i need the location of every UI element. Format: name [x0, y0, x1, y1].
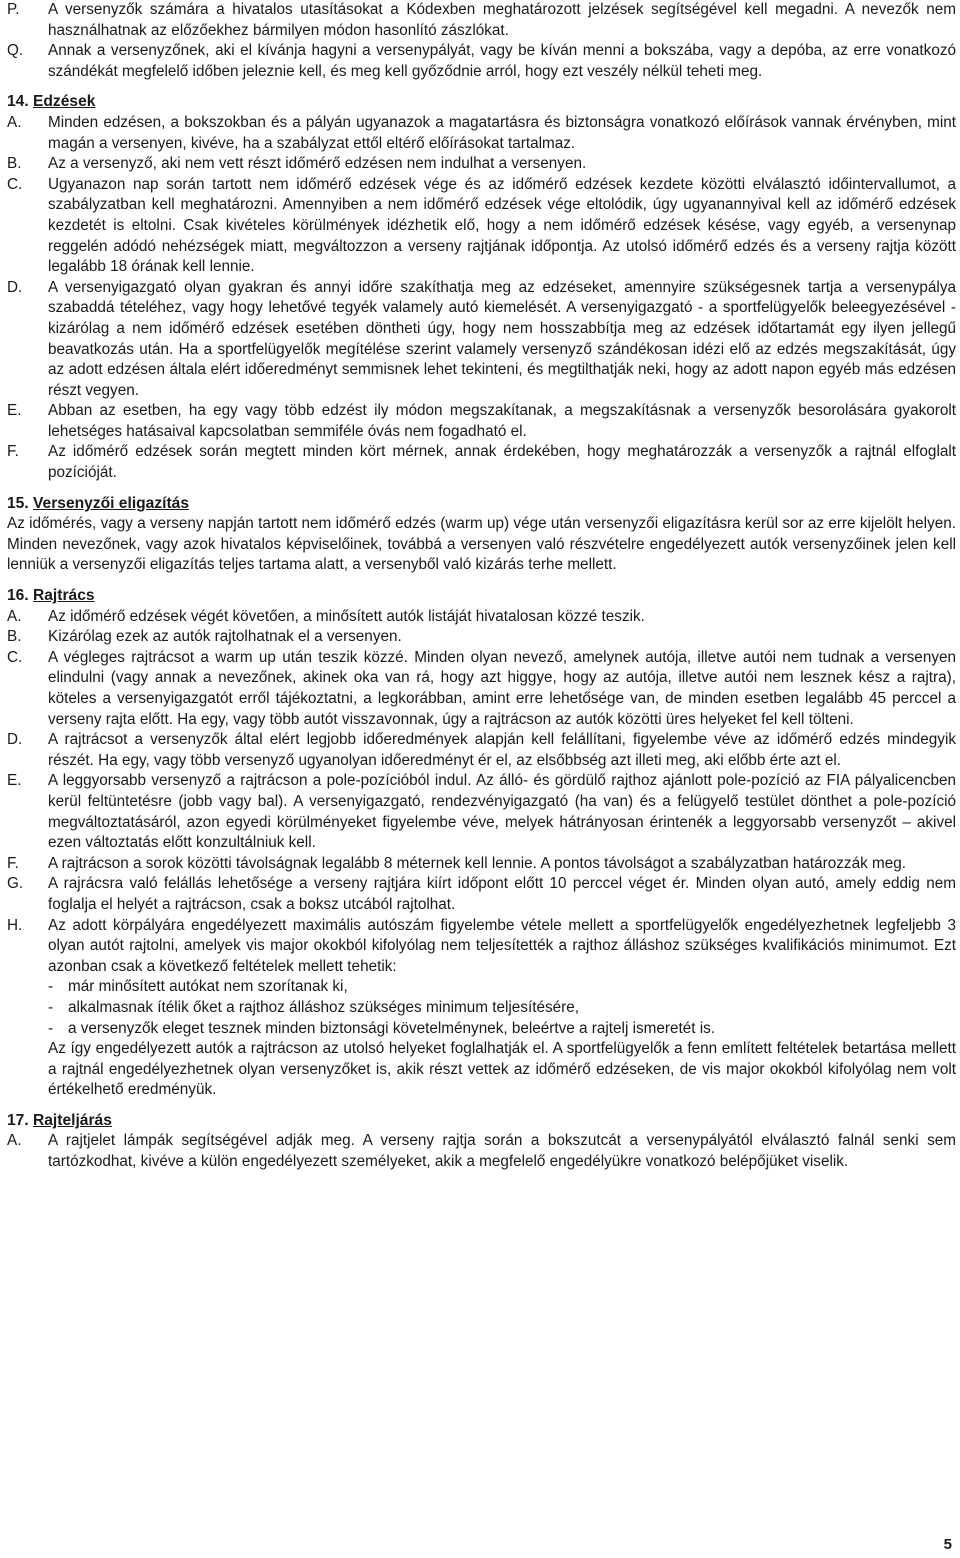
list-item: [7, 401, 956, 442]
item-text: A rajrácsra való felállás lehetősége a verseny rajtjára kiírt időpont előtt 10 perccel véget ér. Minden olyan autó, amely eddig nem foglalja el helyét a rajtrácson, csak a boksz utcából rajtolhat.: [48, 875, 956, 913]
section-title: Rajteljárás: [33, 1111, 112, 1129]
section-title: Rajtrács: [33, 587, 95, 605]
item-letter: F.: [7, 854, 19, 872]
section-title: Edzések: [33, 93, 96, 111]
section-paragraph: Az időmérés, vagy a verseny napján tartott nem időmérő edzés (warm up) vége után versenyzői eligazításra kerül sor az erre kijelölt helyen. Minden nevezőnek, vagy azok hivatalos képviselőinek, továbbá a versenyen való részvételre engedélyezett autók versenyzőinek jelen kell lenniük a versenyzői eligazítás teljes tartama alatt, a versenyből való kizárás terhe mellett.: [7, 515, 956, 574]
item-text: A rajtjelet lámpák segítségével adják meg. A verseny rajtja során a bokszutcát a versenypályától elválasztó falnál senki sem tartózkodhat, kivéve a külön engedélyezett személyeket, akik a megfelelő engedélyükre vonatkozó belépőjüket viselik.: [48, 1132, 956, 1171]
item-text: Kizárólag ezek az autók rajtolhatnak el a versenyen.: [48, 628, 402, 646]
section-number: 16.: [7, 587, 29, 605]
page-number: 5: [943, 1536, 952, 1553]
section-title: Versenyzői eligazítás: [33, 494, 190, 512]
bullet-text: alkalmasnak ítélik őket a rajthoz álláshoz szükséges minimum teljesítésére,: [68, 998, 579, 1016]
section-number: 15.: [7, 494, 29, 512]
bullet-item: [48, 998, 956, 1019]
item-letter: Q.: [7, 42, 24, 60]
item-text: Ugyanazon nap során tartott nem időmérő edzések vége és az időmérő edzések kezdete közötti elválasztó időintervallumot, a szabályzatban kell meghatározni. Amennyiben a nem időmérő edzések vége eltolódik, úgy ugyanannyival kell az időmérő edzések kezdetét is eltolni. Csak kivételes körülmények idézhetik elő, hogy a nem időmérő edzések késése, vagy egyéb, a versenynap reggelén adódó nehézségek miatt, megváltozzon a verseny rajtjának időpontja. Az utolsó időmérő edzés és a verseny rajtja között legalább 18 órának kell lennie.: [48, 175, 956, 276]
list-item: [7, 874, 956, 915]
dash-icon: -: [48, 1019, 54, 1037]
item-letter: E.: [7, 402, 22, 420]
list-item: [7, 916, 956, 1101]
item-text: A rajtrácson a sorok közötti távolságnak legalább 8 méternek kell lennie. A pontos távolságot a szabályzatban határozzák meg.: [48, 854, 906, 872]
list-item: [7, 113, 956, 154]
item-text: Minden edzésen, a bokszokban és a pályán ugyanazok a magatartásra és biztonságra vonatkozó előírások vannak érvényben, mint magán a versenyen, kivéve, ha a szabályzat ettől eltérő előírásokat tartalmaz.: [48, 113, 956, 152]
item-text: Annak a versenyzőnek, aki el kívánja hagyni a versenypályát, vagy be kíván menni a bokszába, vagy a depóba, az erre vonatkozó szándékát megfelelő időben jeleznie kell, és meg kell győződnie arról, hogy ezt veszély nélkül teheti meg.: [48, 42, 956, 80]
section-number: 17.: [7, 1111, 29, 1129]
dash-icon: -: [48, 998, 54, 1016]
list-item: [7, 41, 956, 82]
item-text: A versenyigazgató olyan gyakran és annyi időre szakíthatja meg az edzéseket, amennyire szükségesnek tartja a versenypálya szabaddá tételéhez, vagy hogy lehetővé tegyék valamely autó kiemelését. A versenyigazgató - a sportfelügyelők beleegyezésével - kizárólag a nem időmérő edzések esetében döntheti úgy, hogy nem hosszabbítja meg az edzések időtartamát egy ilyen jellegű beavatkozás után. Ha a sportfelügyelők megítélése szerint valamely versenyző szándékosan idézi elő az edzés megszakítását, úgy az adott edzésen általa elért időeredményt semmisnek lehet tekinteni, és megtilthatják neki, hogy az adott napon egyéb más edzésen részt vegyen.: [48, 278, 956, 399]
list-item: [7, 854, 956, 875]
section-heading-15: [7, 494, 956, 515]
list-item: [7, 442, 956, 483]
list-item: [7, 648, 956, 730]
list-item: [7, 730, 956, 771]
item-letter: D.: [7, 278, 23, 296]
item-letter: B.: [7, 628, 22, 646]
item-letter: A.: [7, 1132, 22, 1150]
list-item: [7, 607, 956, 628]
item-text: Az időmérő edzések során megtett minden kört mérnek, annak érdekében, hogy meghatározzák a versenyzők a rajtnál elfoglalt pozícióját.: [48, 443, 956, 482]
item-body: [48, 916, 956, 1101]
list-item: [7, 154, 956, 175]
list-item: [7, 771, 956, 853]
item-letter: D.: [7, 731, 23, 749]
section-heading-16: [7, 586, 956, 607]
item-text: A rajtrácsot a versenyzők által elért legjobb időeredmények alapján kell felállítani, figyelembe véve az időmérő edzés mindegyik részét. Ha egy, vagy több versenyző ugyanolyan időeredményt ér el, az elsőbbség azt illeti meg, aki előbb érte azt el.: [48, 731, 956, 769]
bullet-text: már minősített autókat nem szorítanak ki,: [68, 978, 348, 996]
item-letter: P.: [7, 1, 20, 18]
section-heading-17: [7, 1111, 956, 1132]
list-item: [7, 627, 956, 648]
item-letter: B.: [7, 155, 22, 173]
list-item: [7, 1131, 956, 1172]
item-letter: A.: [7, 607, 22, 625]
section-number: 14.: [7, 93, 29, 111]
list-item: [7, 278, 956, 402]
bullet-text: a versenyzők eleget tesznek minden biztonsági követelménynek, beleértve a rajtelj ismeretét is.: [68, 1019, 716, 1037]
item-letter: G.: [7, 875, 24, 893]
dash-icon: -: [48, 978, 54, 996]
item-text: Az időmérő edzések végét követően, a minősített autók listáját hivatalosan közzé teszik.: [48, 607, 645, 625]
section-heading-14: [7, 92, 956, 113]
item-text-after: Az így engedélyezett autók a rajtrácson az utolsó helyeket foglalhatják el. A sportfelügyelők a fenn említett feltételek betartása mellett a rajtnál engedélyezhetnek olyan versenyzőket is, akik részt vettek az időmérő edzéseken, de vis major okokból kifolyólag nem volt értékelhető eredményük.: [48, 1040, 956, 1099]
bullet-item: [48, 1019, 956, 1040]
item-letter: H.: [7, 916, 23, 934]
list-item: [7, 0, 956, 41]
item-letter: A.: [7, 113, 22, 131]
item-text: A leggyorsabb versenyző a rajtrácson a pole-pozícióból indul. Az álló- és gördülő rajthoz ajánlott pole-pozíció az FIA pályalicencben kerül feltüntetésre (jobb vagy bal). A versenyigazgató, rendezvényigazgató (ha van) és a felügyelő testület dönthet a pole-pozíció megváltoztatásáról, azon egyedi körülményeket figyelembe véve, melyek hátrányosan érintenék a leggyorsabb versenyzőt – akivel ezen változtatás előtt konzultálniuk kell.: [48, 772, 956, 852]
item-letter: C.: [7, 648, 23, 666]
bullet-item: [48, 977, 956, 998]
item-letter: F.: [7, 443, 19, 461]
item-text: Az adott körpályára engedélyezett maximális autószám figyelembe vétele mellett a sportfelügyelők engedélyezhetnek legfeljebb 3 olyan autót rajtolni, amelyek vis major okokból kifolyólag nem teljesítették a rajthoz álláshoz szükséges kvalifikációs minimumot. Ezt azonban csak a következő feltételek mellett tehetik:: [48, 916, 956, 975]
list-item: [7, 175, 956, 278]
item-text: A versenyzők számára a hivatalos utasításokat a Kódexben meghatározott jelzések segítségével kell megadni. A nevezők nem használhatnak az előzőekhez bármilyen módon hasonlító zászlókat.: [48, 1, 956, 39]
item-letter: C.: [7, 175, 23, 193]
item-text: Abban az esetben, ha egy vagy több edzést ily módon megszakítanak, a megszakításnak a versenyzők besorolására gyakorolt lehetséges hatásaival kapcsolatban semmiféle óvás nem fogadható el.: [48, 402, 956, 440]
item-text: A végleges rajtrácsot a warm up után teszik közzé. Minden olyan nevező, amelynek autója, illetve autói nem tudnak a versenyen elindulni (vagy annak a nevezőnek, akinek oka van rá, hogy azt higgye, hogy az autója, illetve autói nem lesznek kész a rajtra), köteles a versenyigazgatót erről tájékoztatni, a legkorábban, amint erre lehetősége van, de minden esetben legalább 45 perccel a verseny rajta előtt. Ha egy, vagy több autót visszavonnak, úgy a rajtrácson az autók közötti üres helyeket fel kell tölteni.: [48, 648, 956, 728]
item-letter: E.: [7, 772, 22, 790]
item-text: Az a versenyző, aki nem vett részt időmérő edzésen nem indulhat a versenyen.: [48, 155, 587, 173]
